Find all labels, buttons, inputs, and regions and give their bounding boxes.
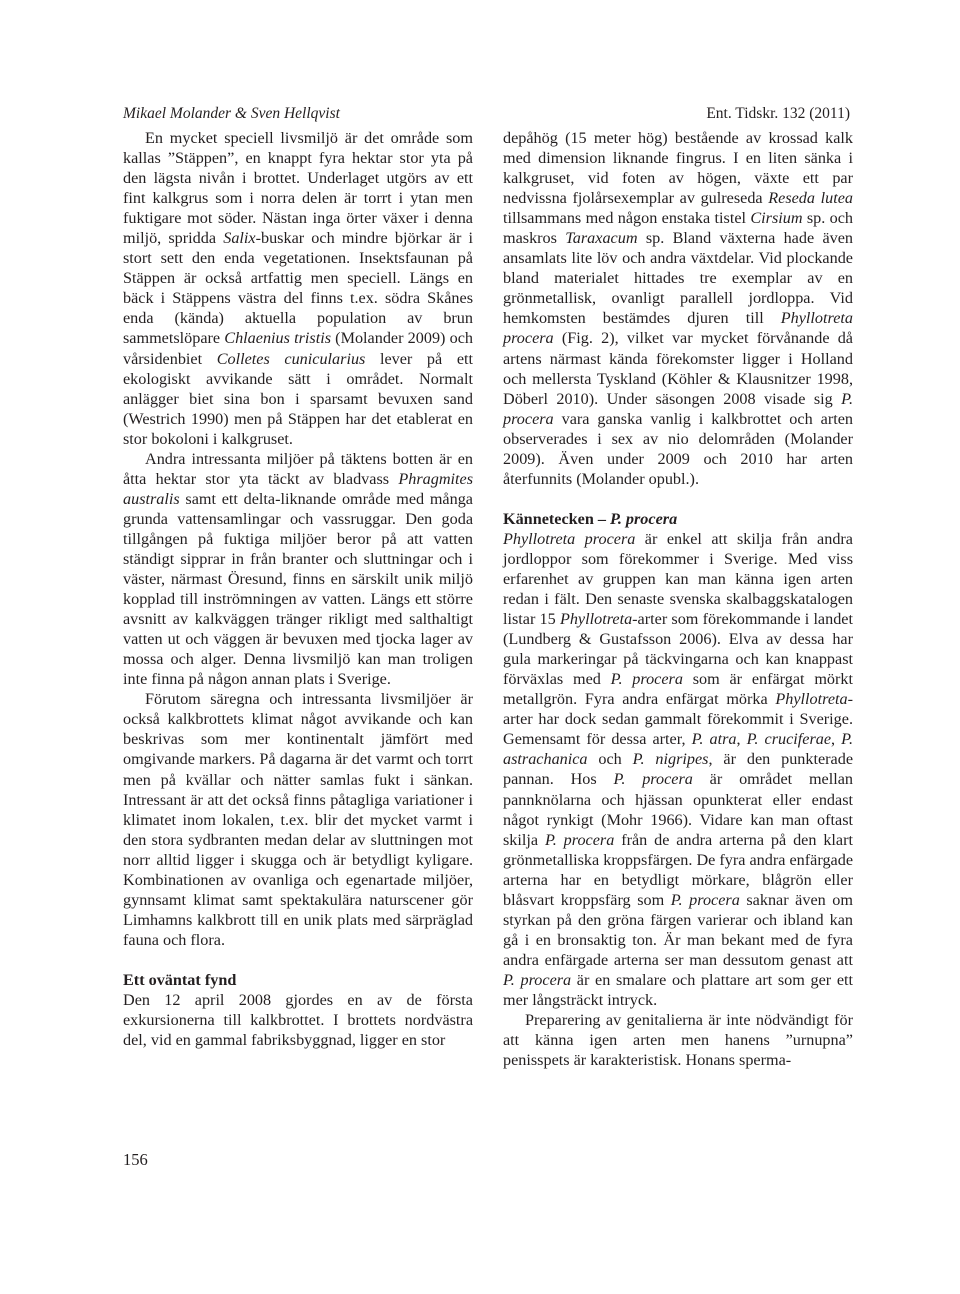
paragraph-find-continued: depåhög (15 meter hög) bestående av krossad kalk med dimension liknande fingrus. I en liten sänka i kalkgruset, vid foten av högen, växte ett par nedvissna fjolårsexemplar av gulreseda Reseda lutea tillsammans med någon enstaka tistel Cirsium sp. och maskros Taraxacum sp. Bland växterna hade även ansamlats lite löv och andra växtdelar. Vid plockande bland materialet hittades tre exemplar av en grönmetallisk, ovanligt parallell jordloppa. Vid hemkomsten bestämdes djuren till Phyllotreta procera (Fig. 2), vilket var mycket förvånande då artens närmast kända förekomster ligger i Holland och mellersta Tyskland (Köhler & Klausnitzer 1998, Döberl 2010). Under säsongen 2008 visade sig P. procera vara ganska vanlig i kalkbrottet och arten observerades i sex av nio delområden (Molander 2009). Även under 2009 och 2010 har arten återfunnits (Molander opubl.). [503, 129, 854, 488]
paragraph-climate: Förutom säregna och intressanta livsmiljöer är också kalkbrottets klimat något avvikande och kan beskrivas som mer kontinentalt jämfört med omgivande markers. På dagarna är det varmt och torrt men på kvällar och nätter samlas fukt i sänkan. Intressant är att det också finns påtagliga variationer i klimatet inom lokalen, t.ex. blir det mycket varmt i den stora sydbranten medan delar av sluttningen mot norr alltid ligger i skugga och är betydligt kyligare. Kombinationen av ovanliga och egenartade miljöer, gynnsamt klimat samt spektakulära naturscener gör Limhamns kalkbrott till en unik plats med särpräglad fauna och flora. [123, 690, 473, 949]
section-heading-characteristics: Kännetecken – P. procera [503, 509, 678, 528]
running-header-journal: Ent. Tidskr. 132 (2011) [706, 105, 850, 122]
paragraph-find-intro: Den 12 april 2008 gjordes en av de första exkursionerna till kalkbrottet. I brottets nordvästra del, vid en gammal fabriksbyggnad, ligger en stor [123, 990, 473, 1050]
left-column [123, 128, 473, 1050]
paragraph-identification: Phyllotreta procera är enkel att skilja från andra jordloppor som förekommer i Sverige. Med viss erfarenhet av gruppen kan man känna igen arten redan i fält. Den senaste svenska skalbaggskatalogen listar 15 Phyllotreta-arter som förekommande i landet (Lundberg & Gustafsson 2006). Elva av dessa har gula markeringar på täckvingarna och kan knappast förväxlas med P. procera som är enfärgat mörkt metallgrön. Fyra andra enfärgat mörka Phyllotreta-arter har dock sedan gammalt förekommit i Sverige. Gemensamt för dessa arter, P. atra, P. cruciferae, P. astrachanica och P. nigripes, är den punkterade pannan. Hos P. procera är området mellan pannknölarna och hjässan opunkterat eller endast något rynkigt (Mohr 1966). Vidare kan man oftast skilja P. procera från de andra arterna på den klart grönmetalliska kroppsfärgen. De fyra andra enfärgade arterna har en betydligt mörkare, blågrön eller blåsvart kroppsfärg som P. procera saknar även om styrkan på den gröna färgen varierar och ibland kan gå i en bronsaktig ton. Är man bekant med de fyra andra enfärgade arterna ser man dessutom genast att P. procera är en smalare och plattare art som ger ett mer långsträckt intryck. [503, 529, 854, 1009]
right-column [503, 128, 853, 1070]
paragraph-other-habitats: Andra intressanta miljöer på täktens botten är en åtta hektar stor yta täckt av bladvass Phragmites australis samt ett delta-liknande område med många grunda vattensamlingar och vassruggar. Den goda tillgången på fuktiga miljöer beror på att vatten ständigt sipprar in från branter och sluttningar och i väster, närmast Öresund, finns en särskilt unik miljö kopplad till inströmningen av vatten. Längs ett större avsnitt av kalkväggen tränger rikligt med salthaltigt vatten ut och väggen är bevuxen med tjocka lager av mossa och alger. Denna livsmiljö kan man troligen inte finna på någon annan plats i Sverige. [123, 449, 473, 689]
section-heading-unexpected-find: Ett oväntat fynd [123, 970, 237, 989]
paragraph-genitalia: Preparering av genitalierna är inte nödvändigt för att känna igen arten men hanens ”urnupna” penisspets är karakteristisk. Honans sperma- [503, 1011, 853, 1070]
running-header-authors: Mikael Molander & Sven Hellqvist [123, 105, 340, 122]
page-number: 156 [123, 1150, 148, 1169]
paragraph-stappen: En mycket speciell livsmiljö är det område som kallas ”Stäppen”, en knappt fyra hektar stor yta på den lägsta nivån i brottet. Underlaget utgörs av ett fint kalkgrus som i norra delen är torrt i ytan men fuktigare mot söder. Nästan inga örter växer i denna miljö, spridda Salix-buskar och mindre björkar är i stort sett den enda vegetationen. Insektsfaunan på Stäppen är också artfattig men speciell. Längs en bäck i Stäppens västra del finns t.ex. södra Skånes enda (kända) aktuella population av brun sammetslöpare Chlaenius tristis (Molander 2009) och vårsidenbiet Colletes cunicularius lever på ett ekologiskt avvikande sätt i området. Normalt anlägger biet sina bon i sparsamt bevuxen sand (Westrich 1990) men på Stäppen har det etablerat en stor bokoloni i kalkgruset. [123, 129, 474, 448]
